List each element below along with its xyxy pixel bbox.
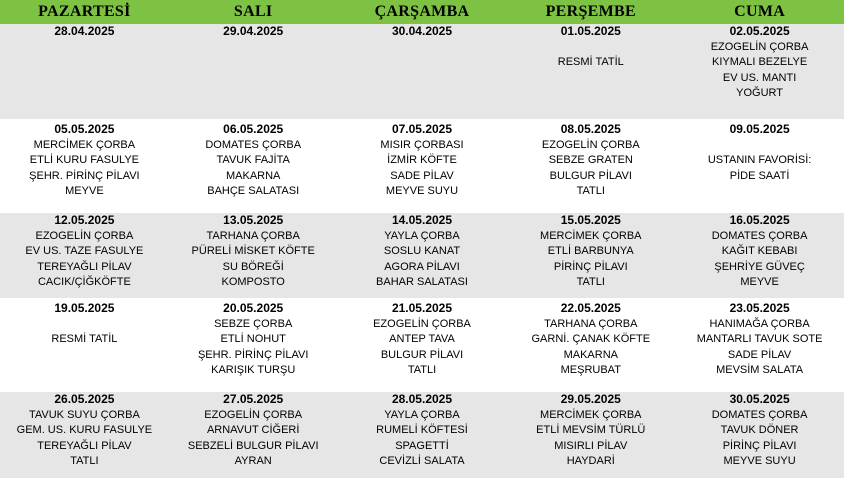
day-cell: [675, 24, 844, 119]
menu-item: YAYLA ÇORBA: [384, 229, 460, 242]
day-cell: [169, 213, 338, 298]
menu-item: SPAGETTİ: [395, 439, 449, 452]
blank-line: [506, 40, 675, 56]
day-date: 19.05.2025: [54, 301, 115, 315]
menu-item: SU BÖREĞİ: [222, 260, 284, 273]
menu-item: SEBZE GRATEN: [548, 154, 633, 167]
day-cell: [338, 213, 507, 298]
menu-item: EZOGELİN ÇORBA: [35, 229, 134, 242]
day-header-monday: PAZARTESİ: [0, 0, 169, 24]
day-cell: [0, 392, 169, 478]
menu-item: BULGUR PİLAVI: [549, 169, 632, 182]
menu-item: PÜRELİ MİSKET KÖFTE: [191, 245, 315, 258]
menu-item: YAYLA ÇORBA: [384, 408, 460, 421]
day-cell: [675, 122, 844, 210]
menu-item: PİDE SAATİ: [729, 169, 790, 182]
menu-item: MEŞRUBAT: [560, 364, 621, 377]
week-row: [0, 122, 844, 210]
day-date: 12.05.2025: [54, 213, 115, 227]
day-cell: [675, 301, 844, 389]
menu-item: SEBZE ÇORBA: [214, 317, 293, 330]
menu-item: BULGUR PİLAVI: [380, 348, 464, 361]
day-cell: [0, 24, 169, 119]
day-date: 14.05.2025: [391, 213, 453, 227]
menu-item: KIYMALI BEZELYE: [712, 56, 808, 69]
menu-item: AYRAN: [234, 455, 272, 468]
menu-item: TARHANA ÇORBA: [206, 229, 300, 242]
day-header-row: [0, 0, 844, 24]
menu-item: ETLİ KURU FASULYE: [29, 154, 139, 167]
menu-item: HAYDARİ: [566, 455, 615, 468]
menu-item: MEYVE SUYU: [723, 455, 796, 468]
day-date: 27.05.2025: [223, 392, 284, 406]
day-date: 28.05.2025: [391, 392, 453, 406]
day-cell: [506, 24, 675, 119]
menu-item: ANTEP TAVA: [389, 333, 455, 346]
day-cell: [506, 392, 675, 478]
menu-item: DOMATES ÇORBA: [711, 229, 808, 242]
menu-item: SADE PİLAV: [390, 169, 454, 182]
day-cell: [506, 213, 675, 298]
menu-item: AGORA PİLAVI: [384, 260, 460, 273]
day-date: 01.05.2025: [560, 24, 621, 38]
blank-line: [675, 138, 844, 154]
menu-item: TATLI: [70, 455, 99, 468]
day-date: 21.05.2025: [391, 301, 453, 315]
menu-item: TATLI: [576, 185, 605, 198]
menu-item: EV US. TAZE FASULYE: [25, 245, 144, 258]
menu-item: RESMİ TATİL: [51, 333, 118, 346]
menu-item: MISIRLI PİLAV: [554, 439, 628, 452]
menu-item: SEBZELİ BULGUR PİLAVI: [187, 439, 319, 452]
day-header-wednesday: ÇARŞAMBA: [338, 0, 507, 24]
week-row: [0, 24, 844, 119]
menu-item: ARNAVUT CİĞERİ: [206, 424, 300, 437]
day-date: 26.05.2025: [54, 392, 115, 406]
menu-item: TEREYAĞLI PİLAV: [37, 439, 132, 452]
day-date: 15.05.2025: [560, 213, 621, 227]
day-cell: [675, 392, 844, 478]
menu-item: KARIŞIK TURŞU: [211, 364, 296, 377]
day-cell: [338, 392, 507, 478]
menu-item: TEREYAĞLI PİLAV: [37, 260, 132, 273]
menu-item: ŞEHR. PİRİNÇ PİLAVI: [197, 348, 309, 361]
menu-item: PİRİNÇ PİLAVI: [722, 439, 797, 452]
day-date: 30.05.2025: [729, 392, 790, 406]
menu-item: ETLİ BARBUNYA: [547, 245, 634, 258]
menu-item: MISIR ÇORBASI: [380, 138, 464, 151]
day-date: 29.04.2025: [223, 24, 284, 38]
day-cell: [0, 213, 169, 298]
day-cell: [169, 301, 338, 389]
menu-item: RUMELİ KÖFTESİ: [376, 424, 468, 437]
menu-item: KOMPOSTO: [221, 276, 285, 289]
menu-item: KAĞIT KEBABI: [721, 245, 798, 258]
week-row: [0, 213, 844, 298]
day-date: 23.05.2025: [729, 301, 790, 315]
day-date: 29.05.2025: [560, 392, 621, 406]
menu-item: BAHAR SALATASI: [376, 276, 468, 289]
day-date: 20.05.2025: [223, 301, 284, 315]
menu-item: TAVUK SUYU ÇORBA: [28, 408, 140, 421]
day-header-friday: CUMA: [675, 0, 844, 24]
menu-item: USTANIN FAVORİSİ:: [707, 154, 812, 167]
menu-item: EZOGELİN ÇORBA: [204, 408, 303, 421]
menu-item: MEYVE: [65, 185, 104, 198]
menu-item: BAHÇE SALATASI: [207, 185, 300, 198]
menu-item: GEM. US. KURU FASULYE: [16, 424, 153, 437]
menu-item: TAVUK DÖNER: [720, 424, 799, 437]
menu-item: SOSLU KANAT: [383, 245, 461, 258]
menu-item: PİRİNÇ PİLAVI: [553, 260, 628, 273]
day-date: 02.05.2025: [729, 24, 790, 38]
menu-item: MANTARLI TAVUK SOTE: [696, 333, 823, 346]
menu-item: EZOGELİN ÇORBA: [710, 40, 809, 53]
menu-item: EZOGELİN ÇORBA: [373, 317, 471, 330]
day-cell: [169, 122, 338, 210]
menu-item: MAKARNA: [563, 348, 618, 361]
menu-item: HANIMAĞA ÇORBA: [709, 317, 810, 330]
day-cell: [338, 122, 507, 210]
day-cell: [338, 24, 507, 119]
menu-item: MEVSİM SALATA: [716, 364, 804, 377]
menu-item: ETLİ MEVSİM TÜRLÜ: [536, 424, 646, 437]
day-cell: [675, 213, 844, 298]
day-date: 05.05.2025: [54, 122, 115, 136]
day-date: 28.04.2025: [54, 24, 115, 38]
menu-item: SADE PİLAV: [727, 348, 792, 361]
day-date: 30.04.2025: [391, 24, 453, 38]
menu-body: [0, 24, 844, 478]
blank-line: [0, 317, 169, 333]
day-date: 06.05.2025: [223, 122, 284, 136]
menu-item: TATLI: [576, 276, 605, 289]
week-row: [0, 392, 844, 478]
menu-item: ETLİ NOHUT: [220, 333, 286, 346]
menu-item: MAKARNA: [225, 169, 281, 182]
day-cell: [169, 24, 338, 119]
menu-item: MEYVE SUYU: [385, 185, 459, 198]
menu-item: GARNİ. ÇANAK KÖFTE: [531, 333, 651, 346]
day-date: 16.05.2025: [729, 213, 790, 227]
menu-item: YOĞURT: [736, 87, 784, 100]
day-header-tuesday: SALI: [169, 0, 338, 24]
day-cell: [506, 122, 675, 210]
menu-item: MERCİMEK ÇORBA: [33, 138, 136, 151]
day-cell: [169, 392, 338, 478]
menu-item: EZOGELİN ÇORBA: [541, 138, 640, 151]
menu-item: TATLI: [407, 364, 437, 377]
day-cell: [506, 301, 675, 389]
menu-item: ŞEHRİYE GÜVEÇ: [714, 260, 805, 273]
menu-item: MERCİMEK ÇORBA: [540, 229, 642, 242]
week-row: [0, 301, 844, 389]
menu-item: TAVUK FAJİTA: [216, 154, 290, 167]
day-date: 07.05.2025: [391, 122, 453, 136]
day-header-thursday: PERŞEMBE: [506, 0, 675, 24]
menu-item: CACIK/ÇİĞKÖFTE: [37, 276, 131, 289]
day-cell: [0, 301, 169, 389]
day-date: 13.05.2025: [223, 213, 284, 227]
menu-item: TARHANA ÇORBA: [544, 317, 638, 330]
menu-item: CEVİZLİ SALATA: [379, 455, 465, 468]
menu-item: DOMATES ÇORBA: [711, 408, 808, 421]
menu-item: ŞEHR. PİRİNÇ PİLAVI: [29, 169, 140, 182]
menu-item: EV US. MANTI: [722, 71, 797, 84]
day-cell: [338, 301, 507, 389]
menu-item: MERCİMEK ÇORBA: [540, 408, 642, 421]
menu-item: DOMATES ÇORBA: [205, 138, 302, 151]
menu-item: RESMİ TATİL: [557, 56, 624, 69]
day-date: 09.05.2025: [729, 122, 790, 136]
menu-item: MEYVE: [740, 276, 779, 289]
day-date: 22.05.2025: [560, 301, 621, 315]
day-cell: [0, 122, 169, 210]
day-date: 08.05.2025: [560, 122, 621, 136]
menu-item: İZMİR KÖFTE: [387, 154, 457, 167]
